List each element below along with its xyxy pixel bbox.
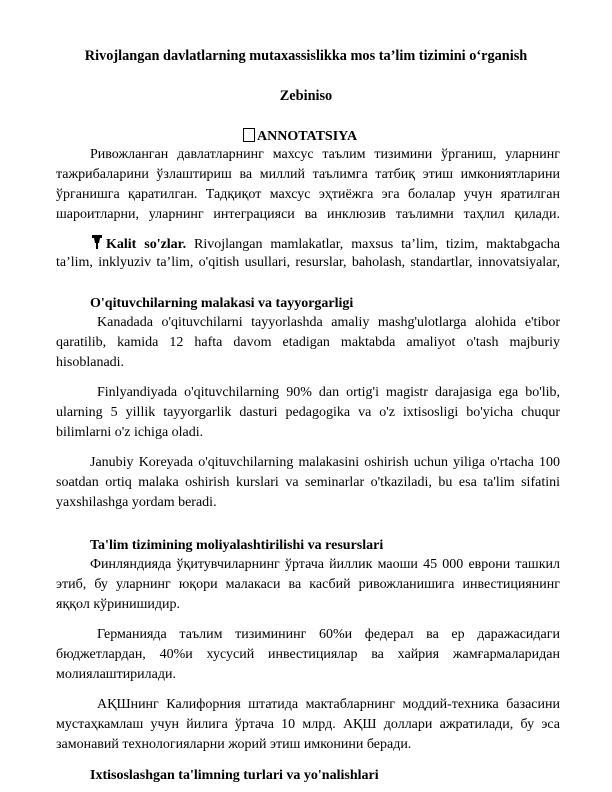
paragraph-line: Janubiy Koreyada o'qituvchilarning malakasini oshirish uchun yiliga o'rtacha 100 xyxy=(90,455,560,470)
paragraph-line: hisoblanadi. xyxy=(56,355,125,370)
paragraph-line: Finlyandiyada o'qituvchilarning 90% dan ortig'i magistr darajasiga ega bo'lib, xyxy=(97,385,560,400)
section-heading: O'qituvchilarning malakasi va tayyorgarligi xyxy=(90,296,354,311)
keywords-line xyxy=(90,234,560,254)
paper-title: Rivojlangan davlatlarning mutaxassislikka mos ta’lim tizimini o‘rganish xyxy=(84,48,528,64)
paragraph-line: qaratilib, kamida 12 hafta davom etadigan maktabda amaliyot o'tash majburiy xyxy=(56,335,560,350)
author-name: Zebiniso xyxy=(279,88,333,104)
keywords-text: Rivojlangan mamlakatlar, maxsus ta’lim, tizim, maktabgacha xyxy=(194,237,561,252)
paragraph-line: Kanadada o'qituvchilarni tayyorlashda amaliy mashg'ulotlarga alohida e'tibor xyxy=(97,315,560,330)
annotation-line: шароитларни, уларнинг интеграцияси ва инклюзив таълимни таҳлил қилади. xyxy=(56,207,560,222)
annotation-line: Ривожланган давлатларнинг махсус таълим тизимини ўрганиш, уларнинг xyxy=(90,147,560,162)
section-heading: Ta'lim tizimining moliyalashtirilishi va resurslari xyxy=(90,538,384,553)
paragraph-line: яққол кўринишидир. xyxy=(56,597,181,612)
paragraph-line: этиб, бу уларнинг юқори малакаси ва касбий ривожланишига инвестициянинг xyxy=(56,577,560,592)
paragraph-line: АҚШнинг Калифорния штатида мактабларнинг моддий-техника базасини xyxy=(97,697,560,712)
keywords-line-2: ta’lim, inklyuziv ta’lim, o'qitish usullari, resurslar, baholash, standartlar, innovatsiyalar, xyxy=(56,255,560,270)
paragraph-line: Финляндияда ўқитувчиларнинг ўртача йиллик маоши 45 000 еврони ташкил xyxy=(90,557,560,572)
paragraph-line: мустаҳкамлаш учун йилига ўртача 10 млрд. АҚШ доллари ажратилади, бу эса xyxy=(56,717,560,732)
paragraph-line: Германияда таълим тизимининг 60%и федерал ва ер даражасидаги xyxy=(97,627,560,642)
paragraph-line: soatdan ortiq malaka oshirish kurslari va seminarlar o'tkaziladi, bu esa ta'lim sifatini xyxy=(56,475,560,490)
annotation-heading xyxy=(243,128,357,145)
paragraph-line: ularning 5 yillik tayyorgarlik dasturi pedagogika va o'z ixtisosligi bo'yicha chuqur xyxy=(56,405,560,420)
missing-glyph-box-icon xyxy=(243,128,255,142)
paragraph-line: замонавий технологияларни жорий этиш имконини беради. xyxy=(56,737,412,752)
keywords-label: Kalit so'zlar. xyxy=(106,237,187,252)
paragraph-line: bilimlarni o'z ichiga oladi. xyxy=(56,425,204,440)
paragraph-line: бюджетлардан, 40%и хусусий инвестициялар ва хайрия жамғармаларидан xyxy=(56,647,560,662)
annotation-heading-text: ANNOTATSIYA xyxy=(257,129,358,144)
annotation-line: ўрганишга қаратилган. Тадқиқот махсус эҳтиёжга эга болалар учун яратилган xyxy=(56,187,560,202)
paragraph-line: yaxshilashga yordam beradi. xyxy=(56,495,217,510)
section-heading: Ixtisoslashgan ta'limning turlari va yo'nalishlari xyxy=(90,768,379,783)
annotation-line: тажрибаларини ўзлаштириш ва миллий таълимга татбиқ этиш имкониятларини xyxy=(56,167,560,182)
paragraph-line: молиялаштирилади. xyxy=(56,667,176,682)
pushpin-icon xyxy=(90,234,104,250)
